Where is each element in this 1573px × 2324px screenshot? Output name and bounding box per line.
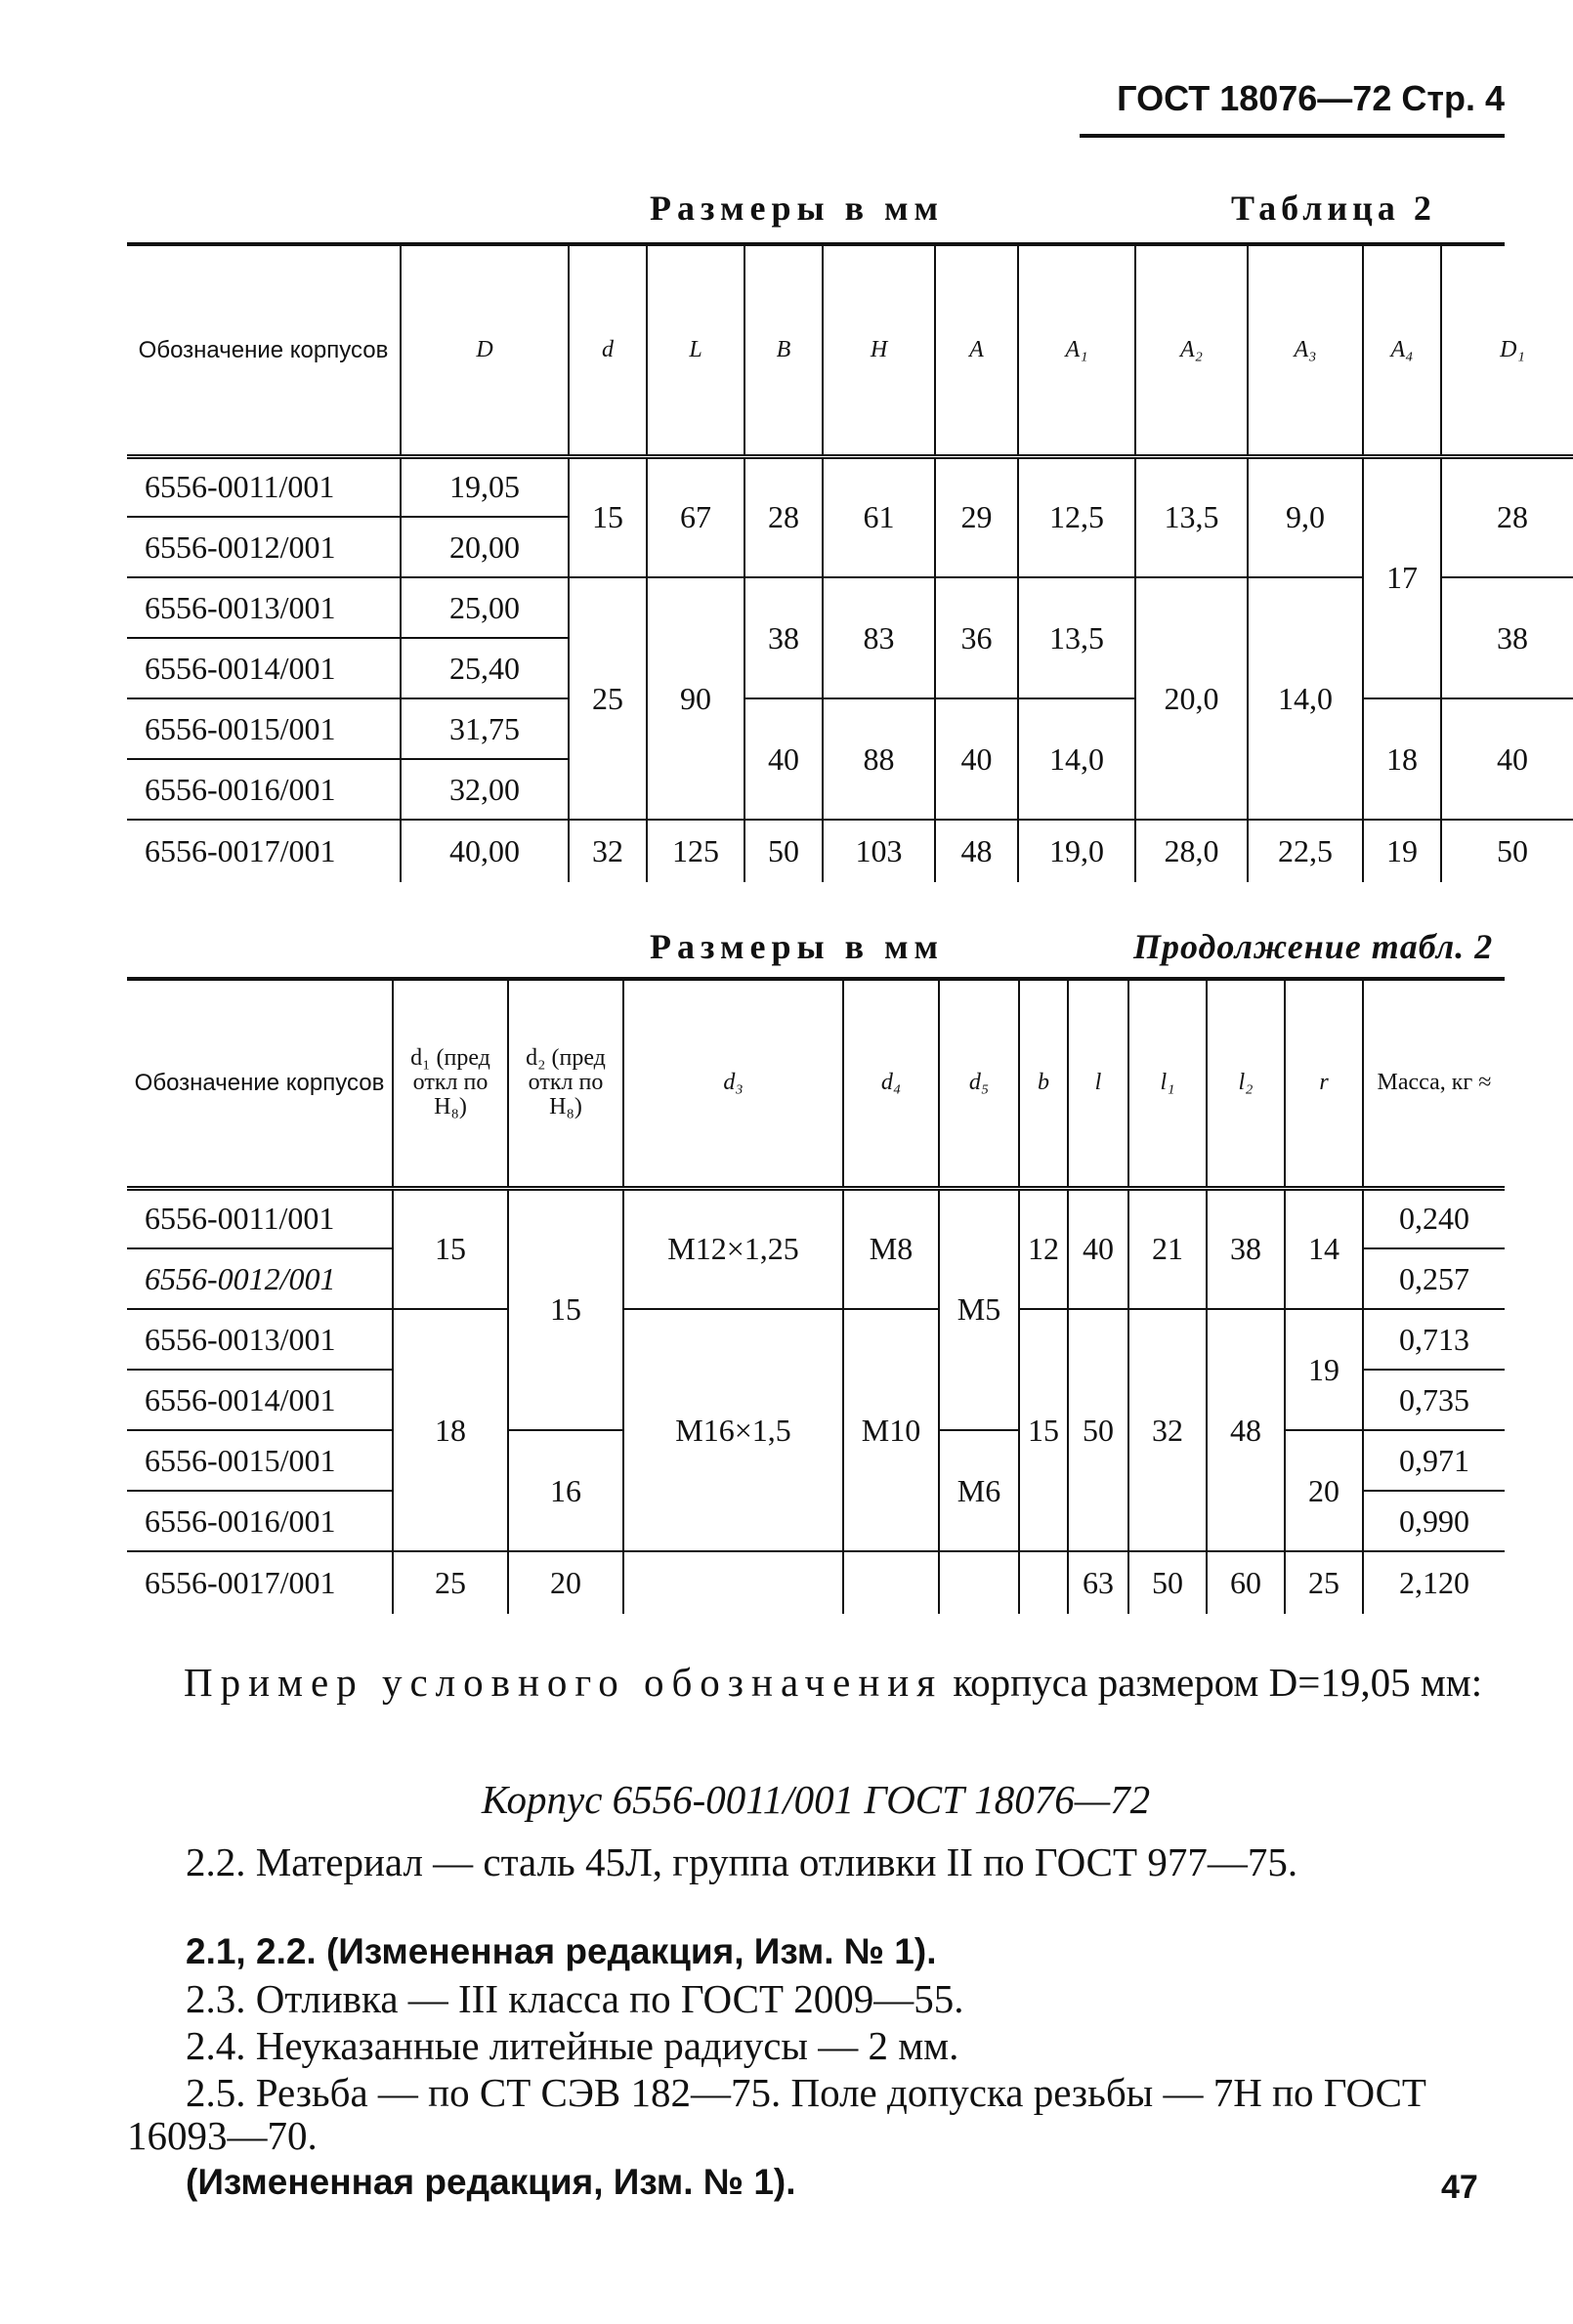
t2-cell-r: 20 xyxy=(1285,1430,1363,1551)
t1-cell-D: 31,75 xyxy=(401,698,569,759)
t2-h-mass: Масса, кг ≈ xyxy=(1363,981,1505,1188)
t2-cell-mass: 0,240 xyxy=(1363,1188,1505,1248)
t2-cell-mass: 0,990 xyxy=(1363,1491,1505,1551)
t1-h-A4: A₄ xyxy=(1363,246,1441,456)
t1-h-A: A xyxy=(935,246,1018,456)
t1-cell-A1: 14,0 xyxy=(1018,698,1135,820)
t2-cell-d5-empty xyxy=(939,1551,1019,1614)
t2-cell-d4: M10 xyxy=(843,1309,939,1551)
t2-cell-d5: M5 xyxy=(939,1188,1019,1430)
t2-cell-mass: 0,735 xyxy=(1363,1370,1505,1430)
t2-cell-d2: 16 xyxy=(508,1430,623,1551)
t1-row-name: 6556-0012/001 xyxy=(127,517,401,577)
t1-cell-D1: 50 xyxy=(1441,820,1573,882)
t2-h-d1: d₁ (пред откл по H₈) xyxy=(393,981,508,1188)
t1-h-name: Обозначение корпусов xyxy=(127,246,401,456)
t2-h-l1: l₁ xyxy=(1128,981,1207,1188)
t1-cell-H: 103 xyxy=(823,820,935,882)
t1-h-H: H xyxy=(823,246,935,456)
t1-cell-d: 32 xyxy=(569,820,647,882)
t1-cell-A: 40 xyxy=(935,698,1018,820)
t1-cell-A3: 22,5 xyxy=(1248,820,1363,882)
t1-cell-A2: 28,0 xyxy=(1135,820,1248,882)
t1-cell-B: 28 xyxy=(744,456,823,577)
para-2-3: 2.3. Отливка — III класса по ГОСТ 2009—55. xyxy=(186,1976,964,2021)
t2-h-d4: d₄ xyxy=(843,981,939,1188)
t1-row-name: 6556-0013/001 xyxy=(127,577,401,638)
t1-cell-d: 25 xyxy=(569,577,647,820)
t1-cell-A3: 14,0 xyxy=(1248,577,1363,820)
t1-h-D: D xyxy=(401,246,569,456)
t1-cell-D: 32,00 xyxy=(401,759,569,820)
t1-cell-D1: 40 xyxy=(1441,698,1573,820)
t1-cell-A: 36 xyxy=(935,577,1018,698)
example-rest: корпуса размером D=19,05 мм: xyxy=(953,1660,1483,1705)
t2-cell-l2: 60 xyxy=(1207,1551,1285,1614)
t1-row-name: 6556-0016/001 xyxy=(127,759,401,820)
t2-cell-d3-empty xyxy=(623,1551,843,1614)
para-2-4: 2.4. Неуказанные литейные радиусы — 2 мм. xyxy=(186,2023,959,2068)
t2-h-name: Обозначение корпусов xyxy=(127,981,393,1188)
t2-h-d5: d₅ xyxy=(939,981,1019,1188)
t1-cell-H: 88 xyxy=(823,698,935,820)
t2-cell-b-empty xyxy=(1019,1551,1068,1614)
table2-label: Продолжение табл. 2 xyxy=(1133,927,1494,966)
table1-units-caption: Размеры в мм xyxy=(650,189,945,228)
t1-cell-A: 48 xyxy=(935,820,1018,882)
t2-h-l2: l₂ xyxy=(1207,981,1285,1188)
t1-row-name: 6556-0015/001 xyxy=(127,698,401,759)
para-2-5: 2.5. Резьба — по СТ СЭВ 182—75. Поле допуска резьбы — 7H по ГОСТ 16093—70. xyxy=(127,2070,1426,2158)
t1-cell-D: 19,05 xyxy=(401,456,569,517)
table1 xyxy=(127,246,1573,882)
t1-cell-D: 25,40 xyxy=(401,638,569,698)
example-lead: Пример условного обозначения xyxy=(184,1660,944,1705)
t2-cell-l1: 32 xyxy=(1128,1309,1207,1551)
t2-cell-d2: 20 xyxy=(508,1551,623,1614)
para-2-1-2-2-amend: 2.1, 2.2. (Измененная редакция, Изм. № 1). xyxy=(186,1931,937,1971)
t1-cell-A1: 12,5 xyxy=(1018,456,1135,577)
t2-cell-d3: M16×1,5 xyxy=(623,1309,843,1551)
t2-cell-l1: 21 xyxy=(1128,1188,1207,1309)
t2-cell-mass: 0,971 xyxy=(1363,1430,1505,1491)
t1-h-D1: D₁ xyxy=(1441,246,1573,456)
t2-cell-d4-empty xyxy=(843,1551,939,1614)
t1-cell-B: 38 xyxy=(744,577,823,698)
t2-cell-b: 15 xyxy=(1019,1309,1068,1551)
para-2-2: 2.2. Материал — сталь 45Л, группа отливки II по ГОСТ 977—75. xyxy=(186,1839,1298,1884)
t1-cell-B: 50 xyxy=(744,820,823,882)
doc-header: ГОСТ 18076—72 Стр. 4 xyxy=(1117,78,1505,118)
t1-row-name: 6556-0014/001 xyxy=(127,638,401,698)
t2-cell-mass: 2,120 xyxy=(1363,1551,1505,1614)
t2-cell-l: 40 xyxy=(1068,1188,1128,1309)
t1-cell-H: 83 xyxy=(823,577,935,698)
table2-units-caption: Размеры в мм xyxy=(650,927,945,966)
t1-cell-A: 29 xyxy=(935,456,1018,577)
table2 xyxy=(127,981,1505,1614)
t2-cell-l: 50 xyxy=(1068,1309,1128,1551)
t2-cell-d1: 25 xyxy=(393,1551,508,1614)
t2-cell-mass: 0,257 xyxy=(1363,1248,1505,1309)
t1-h-A3: A₃ xyxy=(1248,246,1363,456)
t2-row-name: 6556-0012/001 xyxy=(127,1248,393,1309)
t2-row-name: 6556-0011/001 xyxy=(127,1188,393,1248)
t2-cell-l1: 50 xyxy=(1128,1551,1207,1614)
t2-row-name: 6556-0015/001 xyxy=(127,1430,393,1491)
t2-h-b: b xyxy=(1019,981,1068,1188)
page-number: 47 xyxy=(1441,2169,1478,2206)
t1-h-A1: A₁ xyxy=(1018,246,1135,456)
t2-cell-r: 25 xyxy=(1285,1551,1363,1614)
t1-cell-A4: 19 xyxy=(1363,820,1441,882)
t2-cell-l2: 48 xyxy=(1207,1309,1285,1551)
t2-cell-mass: 0,713 xyxy=(1363,1309,1505,1370)
t1-cell-A3: 9,0 xyxy=(1248,456,1363,577)
t1-cell-L: 90 xyxy=(647,577,744,820)
t1-cell-B: 40 xyxy=(744,698,823,820)
t1-cell-D: 40,00 xyxy=(401,820,569,882)
t2-cell-b: 12 xyxy=(1019,1188,1068,1309)
example-paragraph xyxy=(127,1661,1505,1704)
t2-row-name: 6556-0016/001 xyxy=(127,1491,393,1551)
t1-row-name: 6556-0011/001 xyxy=(127,456,401,517)
t1-cell-L: 125 xyxy=(647,820,744,882)
t2-cell-l: 63 xyxy=(1068,1551,1128,1614)
t2-cell-d3: M12×1,25 xyxy=(623,1188,843,1309)
t2-row-name: 6556-0014/001 xyxy=(127,1370,393,1430)
t1-cell-D1: 28 xyxy=(1441,456,1573,577)
t2-cell-d4: M8 xyxy=(843,1188,939,1309)
t1-cell-A2: 13,5 xyxy=(1135,456,1248,577)
t1-cell-L: 67 xyxy=(647,456,744,577)
t2-cell-r: 14 xyxy=(1285,1188,1363,1309)
t2-h-l: l xyxy=(1068,981,1128,1188)
para-2-5-amend: (Измененная редакция, Изм. № 1). xyxy=(186,2162,796,2202)
t1-cell-A1: 13,5 xyxy=(1018,577,1135,698)
t1-cell-D: 20,00 xyxy=(401,517,569,577)
t2-h-d3: d₃ xyxy=(623,981,843,1188)
t2-h-d2: d₂ (пред откл по H₈) xyxy=(508,981,623,1188)
t2-cell-l2: 38 xyxy=(1207,1188,1285,1309)
t1-h-A2: A₂ xyxy=(1135,246,1248,456)
t2-row-name: 6556-0017/001 xyxy=(145,1565,336,1600)
t1-cell-D1: 38 xyxy=(1441,577,1573,698)
t1-cell-A1: 19,0 xyxy=(1018,820,1135,882)
t2-cell-d1: 15 xyxy=(393,1188,508,1309)
header-rule xyxy=(1080,134,1505,138)
t1-h-d: d xyxy=(569,246,647,456)
t1-cell-d: 15 xyxy=(569,456,647,577)
t1-cell-A4: 17 xyxy=(1363,456,1441,698)
t1-cell-H: 61 xyxy=(823,456,935,577)
t2-cell-d2: 15 xyxy=(508,1188,623,1430)
t2-h-r: r xyxy=(1285,981,1363,1188)
table1-label: Таблица 2 xyxy=(1231,189,1436,228)
t1-cell-A2: 20,0 xyxy=(1135,577,1248,820)
t2-cell-d5: M6 xyxy=(939,1430,1019,1551)
t1-h-B: B xyxy=(744,246,823,456)
t1-cell-A4: 18 xyxy=(1363,698,1441,820)
t2-row-name: 6556-0013/001 xyxy=(127,1309,393,1370)
t1-cell-D: 25,00 xyxy=(401,577,569,638)
t1-row-name: 6556-0017/001 xyxy=(145,833,336,868)
t1-h-L: L xyxy=(647,246,744,456)
t2-cell-r: 19 xyxy=(1285,1309,1363,1430)
designation-example: Корпус 6556-0011/001 ГОСТ 18076—72 xyxy=(481,1777,1151,1822)
t2-cell-d1: 18 xyxy=(393,1309,508,1551)
